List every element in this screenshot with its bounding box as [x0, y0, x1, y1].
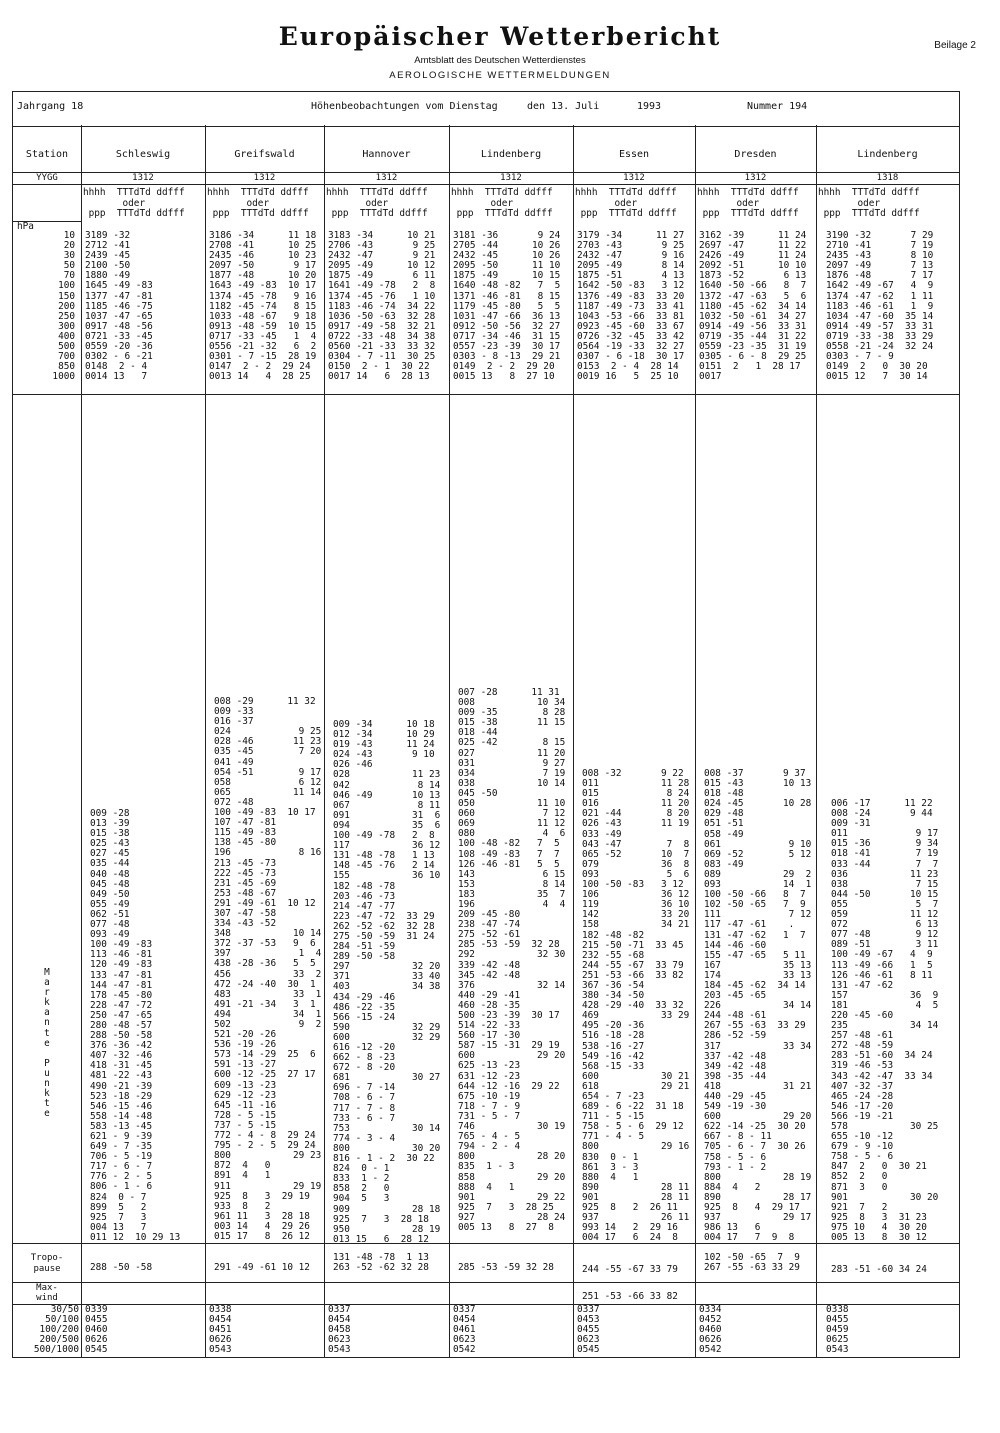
column-header: hhhh TTTdTd ddfff oder ppp TTTdTd ddfff: [575, 187, 677, 219]
column-header: hhhh TTTdTd ddfff oder ppp TTTdTd ddfff: [207, 187, 309, 219]
observation-date: den 13. Juli: [527, 101, 600, 112]
significant-points-data: 008 -32 9 22 011 11 28 015 8 24 016 11 20 021 -44 8 20 026 -43 11 19 033 -49 043 -47 7 8 065 -52 10 7 079 36 8 093 5 6 100 -50 -83 3 12 106 36 12 119 36 10 142 33 20 158 34 21 182 -48 -82 215 -50 -71 33 45 232 -55 -68 244 -55 -67 33 79 251 -53 -66 33 82 367 -36 -54 380 -34 -50 428 -29 -40 33 32 469 33 29 495 -20 -36 516 -18 -28 538 -16 -27 549 -16 -42 568 -15 -33 600 30 21 618 29 21 654 - 7 -23 689 - 6 -22 31 18 711 - 5 -15 758 - 5 - 6 29 12 771 - 4 - 5 800 29 16 830 0 - 1 861 3 - 3 880 4 1 890 28 11 901 28 11 925 8 2 26 11 937 26 11 993 14 2 29 16 004 17 6 24 8: [582, 768, 690, 1244]
column-divider: [81, 125, 82, 1357]
row-divider: [13, 1243, 959, 1244]
station-time: 1312: [132, 173, 154, 183]
column-header: hhhh TTTdTd ddfff oder ppp TTTdTd ddfff: [83, 187, 185, 219]
wind-shear-data: 0337 0454 0458 0623 0543: [328, 1304, 351, 1356]
pressure-levels: 10 20 30 50 70 100 150 200 250 300 400 500 700 850 1000: [52, 230, 75, 383]
tropopause-data: 131 -48 -78 1 13 263 -52 -62 32 28: [333, 1252, 429, 1274]
column-divider: [449, 125, 450, 1357]
station-time: 1312: [623, 173, 645, 183]
tropopause-data: 288 -50 -58: [90, 1262, 153, 1273]
standard-levels-data: 3186 -34 11 18 2708 -41 10 25 2435 -46 10 23 2097 -50 9 17 1877 -48 10 20 1643 -49 -83 10 17 1374 -45 -78 9 16 1182 -45 -74 8 15 1033 -48 -67 9 18 0913 -48 -59 10 15 0717 -33 -45 1 4 0556 -21 -32 6 2 0301 - 7 -15 28 19 0147 2 - 2 29 24 0013 14 4 28 25: [209, 230, 317, 383]
hpa-label: hPa: [17, 221, 34, 232]
significant-points-data: 007 -28 11 31 008 10 34 009 -35 8 28 015 -38 11 15 018 -44 025 -42 8 15 027 11 20 031 9 27 034 7 19 038 10 14 045 -50 050 11 10 060 7 12 069 11 12 080 4 6 100 -48 -82 7 5 108 -49 -83 7 7 126 -46 -81 5 5 143 6 15 153 8 14 183 35 7 196 4 4 209 -45 -80 238 -47 -74 275 -52 -61 285 -53 -59 32 28 292 32 30 339 -42 -48 345 -42 -48 376 32 14 440 -29 -41 460 -28 -35 500 -23 -39 30 17 514 -22 -33 560 -17 -30 587 -15 -31 29 19 600 29 20 625 -13 -23 631 -12 -23 644 -12 -16 29 22 675 -10 -19 718 - 7 - 9 731 - 5 - 7 746 30 19 765 - 4 - 5 794 - 2 - 4 800 28 20 835 1 - 3 858 29 20 888 4 1 901 29 22 925 7 3 28 25 927 28 24 005 13 8 27 8: [458, 687, 566, 1233]
wind-shear-data: 0337 0454 0461 0623 0542: [453, 1304, 476, 1356]
section-title: AEROLOGISCHE WETTERMELDUNGEN: [389, 70, 611, 81]
markante-punkte-label: M a r k a n t e P u n k t e: [44, 967, 50, 1120]
station-time: 1312: [375, 173, 398, 183]
station-name-lindenberg: Lindenberg: [480, 149, 542, 160]
standard-levels-data: 3162 -39 11 24 2697 -47 11 22 2426 -49 11 24 2092 -51 10 10 1873 -52 6 13 1640 -50 -66 8 7 1372 -47 -63 5 6 1180 -45 -62 34 14 1032 -50 -61 34 27 0914 -49 -56 33 31 0719 -35 -44 31 22 0559 -23 -35 31 19 0305 - 6 - 8 29 25 0151 2 1 28 17 0017: [699, 230, 807, 383]
significant-points-data: 009 -28 013 -39 015 -38 025 -43 027 -45 035 -44 040 -48 045 -48 049 -50 055 -49 062 -51 077 -48 093 -49 100 -49 -83 113 -46 -81 120 -49 -83 133 -47 -81 144 -47 -81 178 -45 -80 228 -47 -72 250 -47 -65 280 -48 -57 288 -50 -58 376 -36 -42 407 -32 -46 418 -31 -45 481 -22 -43 490 -21 -39 523 -18 -29 546 -15 -46 558 -14 -48 583 -13 -45 621 - 9 -39 649 - 7 -35 706 - 5 -19 717 - 6 - 7 776 - 2 - 5 806 - 1 - 6 824 0 - 7 899 5 2 925 7 3 004 13 7 011 12 10 29 13: [90, 808, 181, 1243]
station-name-essen: Essen: [618, 149, 650, 160]
wind-levels: 30/50 50/100 100/200 200/500 500/1000: [33, 1304, 79, 1356]
tropopause-label: Tropo- pause: [30, 1253, 64, 1274]
issue-number: Nummer 194: [747, 101, 808, 112]
station-time: 1318: [876, 173, 899, 183]
column-divider: [695, 125, 696, 1357]
data-table: [12, 125, 960, 1358]
standard-levels-data: 3189 -32 2712 -41 2439 -45 2100 -50 1880 -49 1645 -49 -83 1377 -47 -81 1185 -46 -75 1037 -47 -65 0917 -48 -56 0721 -33 -45 0559 -20 -36 0302 - 6 -21 0148 2 - 4 0014 13 7: [85, 230, 153, 383]
station-name-hannover: Hannover: [362, 149, 411, 160]
wind-shear-data: 0338 0455 0459 0625 0543: [826, 1304, 849, 1356]
row-divider: [13, 1304, 959, 1305]
significant-points-data: 008 -29 11 32 009 -33 016 -37 024 9 25 028 -46 11 23 035 -45 7 20 041 -49 054 -51 9 17 058 6 12 065 11 14 072 -48 100 -49 -83 10 17 107 -47 -81 115 -49 -83 138 -45 -80 196 8 16 213 -45 -73 222 -45 -73 231 -45 -69 253 -48 -67 291 -49 -61 10 12 307 -47 -58 334 -43 -52 348 10 14 372 -37 -53 9 6 397 1 4 438 -28 -36 5 5 456 33 2 472 -24 -40 30 1 483 33 1 491 -21 -34 3 1 494 34 1 502 9 2 521 -20 -26 536 -19 -26 573 -14 -29 25 6 591 -13 -27 600 -12 -25 27 17 609 -13 -23 629 -12 -23 645 -11 -16 728 - 5 -15 737 - 5 -15 772 - 4 - 8 29 24 795 - 2 - 5 29 24 800 29 23 872 4 0 891 4 1 911 29 19 925 8 3 29 19 933 8 2 961 11 3 28 18 003 14 4 29 26 015 17 8 26 12: [214, 696, 322, 1242]
wind-shear-data: 0339 0455 0460 0626 0545: [85, 1304, 108, 1356]
column-header: hhhh TTTdTd ddfff oder ppp TTTdTd ddfff: [818, 187, 920, 219]
maxwind-label: Max- wind: [36, 1283, 58, 1303]
significant-points-data: 008 -37 9 37 015 -43 10 13 018 -48 024 -45 10 28 029 -48 051 -51 058 -49 061 9 10 069 -52 5 12 083 -49 089 29 2 093 14 1 100 -50 -66 8 7 102 -50 -65 7 9 111 7 12 117 -47 -61 . 131 -47 -62 1 7 144 -46 -60 155 -47 -65 5 11 167 35 13 174 33 13 184 -45 -62 34 14 203 -45 -65 226 34 14 244 -48 -61 267 -55 -63 33 29 286 -52 -59 317 33 34 337 -42 -48 349 -42 -48 398 -35 -44 418 31 21 440 -29 -45 549 -19 -30 600 29 20 622 -14 -25 30 20 667 - 8 - 11 705 - 6 - 7 30 26 758 - 5 - 6 793 - 1 - 2 800 28 19 884 4 2 890 28 17 925 8 4 29 17 937 29 17 986 13 6 004 17 7 9 8: [704, 768, 812, 1244]
tropopause-data: 283 -51 -60 34 24: [831, 1264, 927, 1275]
info-bar: [12, 91, 960, 127]
column-divider: [573, 125, 574, 1357]
standard-levels-data: 3181 -36 9 24 2705 -44 10 26 2432 -45 10 26 2095 -50 11 10 1875 -49 10 15 1640 -48 -82 7 5 1371 -46 -81 8 15 1179 -45 -80 5 5 1031 -47 -66 36 13 0912 -50 -56 32 27 0717 -34 -46 31 15 0557 -23 -39 30 17 0303 - 8 -13 29 21 0149 2 - 2 29 20 0015 13 8 27 10: [453, 230, 561, 383]
supplement-label: Beilage 2: [934, 40, 976, 51]
significant-points-data: 006 -17 11 22 008 -24 9 44 009 -31 011 9 17 015 -36 9 34 018 -41 7 19 033 -44 7 7 036 11 23 038 7 15 044 -50 10 15 055 5 7 059 11 12 072 6 13 077 -48 9 12 089 -51 3 11 100 -49 -67 4 9 113 -49 -66 1 5 126 -46 -61 8 11 131 -47 -62 157 36 9 181 4 5 220 -45 -60 235 34 14 257 -48 -61 272 -48 -59 283 -51 -60 34 24 319 -46 -53 343 -42 -47 33 34 407 -32 -37 465 -24 -28 546 -17 -20 566 -19 -21 578 30 25 655 -10 -12 679 - 9 -10 758 - 5 - 6 847 2 0 30 21 852 2 0 871 3 0 901 30 20 921 7 2 925 8 3 31 23 975 10 4 30 20 005 13 8 30 12: [831, 798, 939, 1244]
column-divider: [205, 125, 206, 1357]
wind-shear-data: 0338 0454 0451 0626 0543: [209, 1304, 232, 1356]
station-name-schleswig: Schleswig: [115, 149, 171, 160]
station-label: Station: [25, 149, 69, 160]
station-name-dresden: Dresden: [734, 149, 777, 160]
tropopause-data: 285 -53 -59 32 28: [458, 1262, 554, 1273]
row-divider: [13, 1282, 959, 1283]
column-header: hhhh TTTdTd ddfff oder ppp TTTdTd ddfff: [451, 187, 553, 219]
maxwind-data: 251 -53 -66 33 82: [582, 1291, 678, 1302]
column-divider: [816, 125, 817, 1357]
wind-shear-data: 0334 0452 0460 0626 0542: [699, 1304, 722, 1356]
yygg-label: YYGG: [36, 173, 58, 183]
station-name-lindenberg-1318: Lindenberg: [857, 149, 918, 160]
tropopause-data: 244 -55 -67 33 79: [582, 1264, 678, 1275]
row-divider: [13, 184, 959, 185]
column-header: hhhh TTTdTd ddfff oder ppp TTTdTd ddfff: [697, 187, 799, 219]
report-subtitle: Amtsblatt des Deutschen Wetterdienstes: [414, 55, 586, 66]
column-header: hhhh TTTdTd ddfff oder ppp TTTdTd ddfff: [326, 187, 428, 219]
report-title: Europäischer Wetterbericht: [278, 22, 722, 51]
standard-levels-data: 3183 -34 10 21 2706 -43 9 25 2432 -47 9 21 2095 -49 10 12 1875 -49 6 11 1641 -49 -78 2 8 1374 -45 -76 1 10 1183 -46 -74 34 22 1036 -50 -63 32 28 0917 -49 -58 32 21 0722 -33 -48 34 38 0560 -21 -33 33 32 0304 - 7 -11 30 25 0150 2 - 1 30 22 0017 14 6 28 13: [328, 230, 436, 383]
station-time: 1312: [253, 173, 276, 183]
standard-levels-data: 3190 -32 7 29 2710 -41 7 19 2435 -43 8 10 2097 -49 7 13 1876 -48 7 17 1642 -49 -67 4 9 1374 -47 -62 1 11 1183 -46 -61 1 9 1034 -47 -60 35 14 0914 -49 -57 33 31 0719 -33 -38 33 29 0558 -21 -24 32 24 0303 - 7 - 9 0149 2 0 30 20 0015 12 7 30 14: [826, 230, 934, 383]
observation-description: Höhenbeobachtungen vom Dienstag: [311, 101, 498, 112]
station-name-greifswald: Greifswald: [234, 149, 295, 160]
standard-levels-data: 3179 -34 11 27 2703 -43 9 25 2432 -47 9 16 2095 -49 8 14 1875 -51 4 13 1642 -50 -83 3 12 1376 -49 -83 33 20 1187 -49 -73 33 41 1043 -53 -66 33 81 0923 -45 -60 33 67 0726 -32 -45 33 42 0564 -19 -33 32 27 0307 - 6 -18 30 17 0153 2 - 4 28 14 0019 16 5 25 10: [577, 230, 685, 383]
station-time: 1312: [500, 173, 522, 183]
wind-shear-data: 0337 0453 0455 0623 0545: [577, 1304, 600, 1356]
significant-points-data: 009 -34 10 18 012 -34 10 29 019 -43 11 24 024 -43 9 10 026 -46 028 11 23 042 8 14 046 -49 10 13 067 8 11 091 31 6 094 35 6 100 -49 -78 2 8 117 36 12 131 -48 -78 1 13 148 -45 -76 2 14 155 36 10 182 -48 -78 203 -46 -73 214 -47 -77 223 -47 -72 33 29 262 -52 -62 32 28 275 -50 -59 31 24 284 -51 -59 289 -50 -58 297 32 20 371 33 40 403 34 38 434 -29 -46 486 -22 -35 566 -15 -24 590 32 29 600 32 29 616 -12 -20 662 - 8 -23 672 - 8 -20 681 30 27 696 - 7 -14 708 - 6 - 7 717 - 7 - 8 733 - 6 - 7 753 30 14 774 - 3 - 4 800 30 20 816 - 1 - 2 30 22 824 0 - 1 833 1 - 2 858 2 0 904 5 3 909 28 18 925 7 3 28 18 950 28 19 013 15 6 28 12: [333, 719, 441, 1245]
observation-year: 1993: [637, 101, 662, 112]
tropopause-data: 291 -49 -61 10 12: [214, 1262, 310, 1273]
column-divider: [324, 125, 325, 1357]
row-divider: [13, 394, 959, 395]
tropopause-data: 102 -50 -65 7 9 267 -55 -63 33 29: [704, 1252, 800, 1274]
station-time: 1312: [744, 173, 767, 183]
volume-label: Jahrgang 18: [17, 101, 84, 112]
